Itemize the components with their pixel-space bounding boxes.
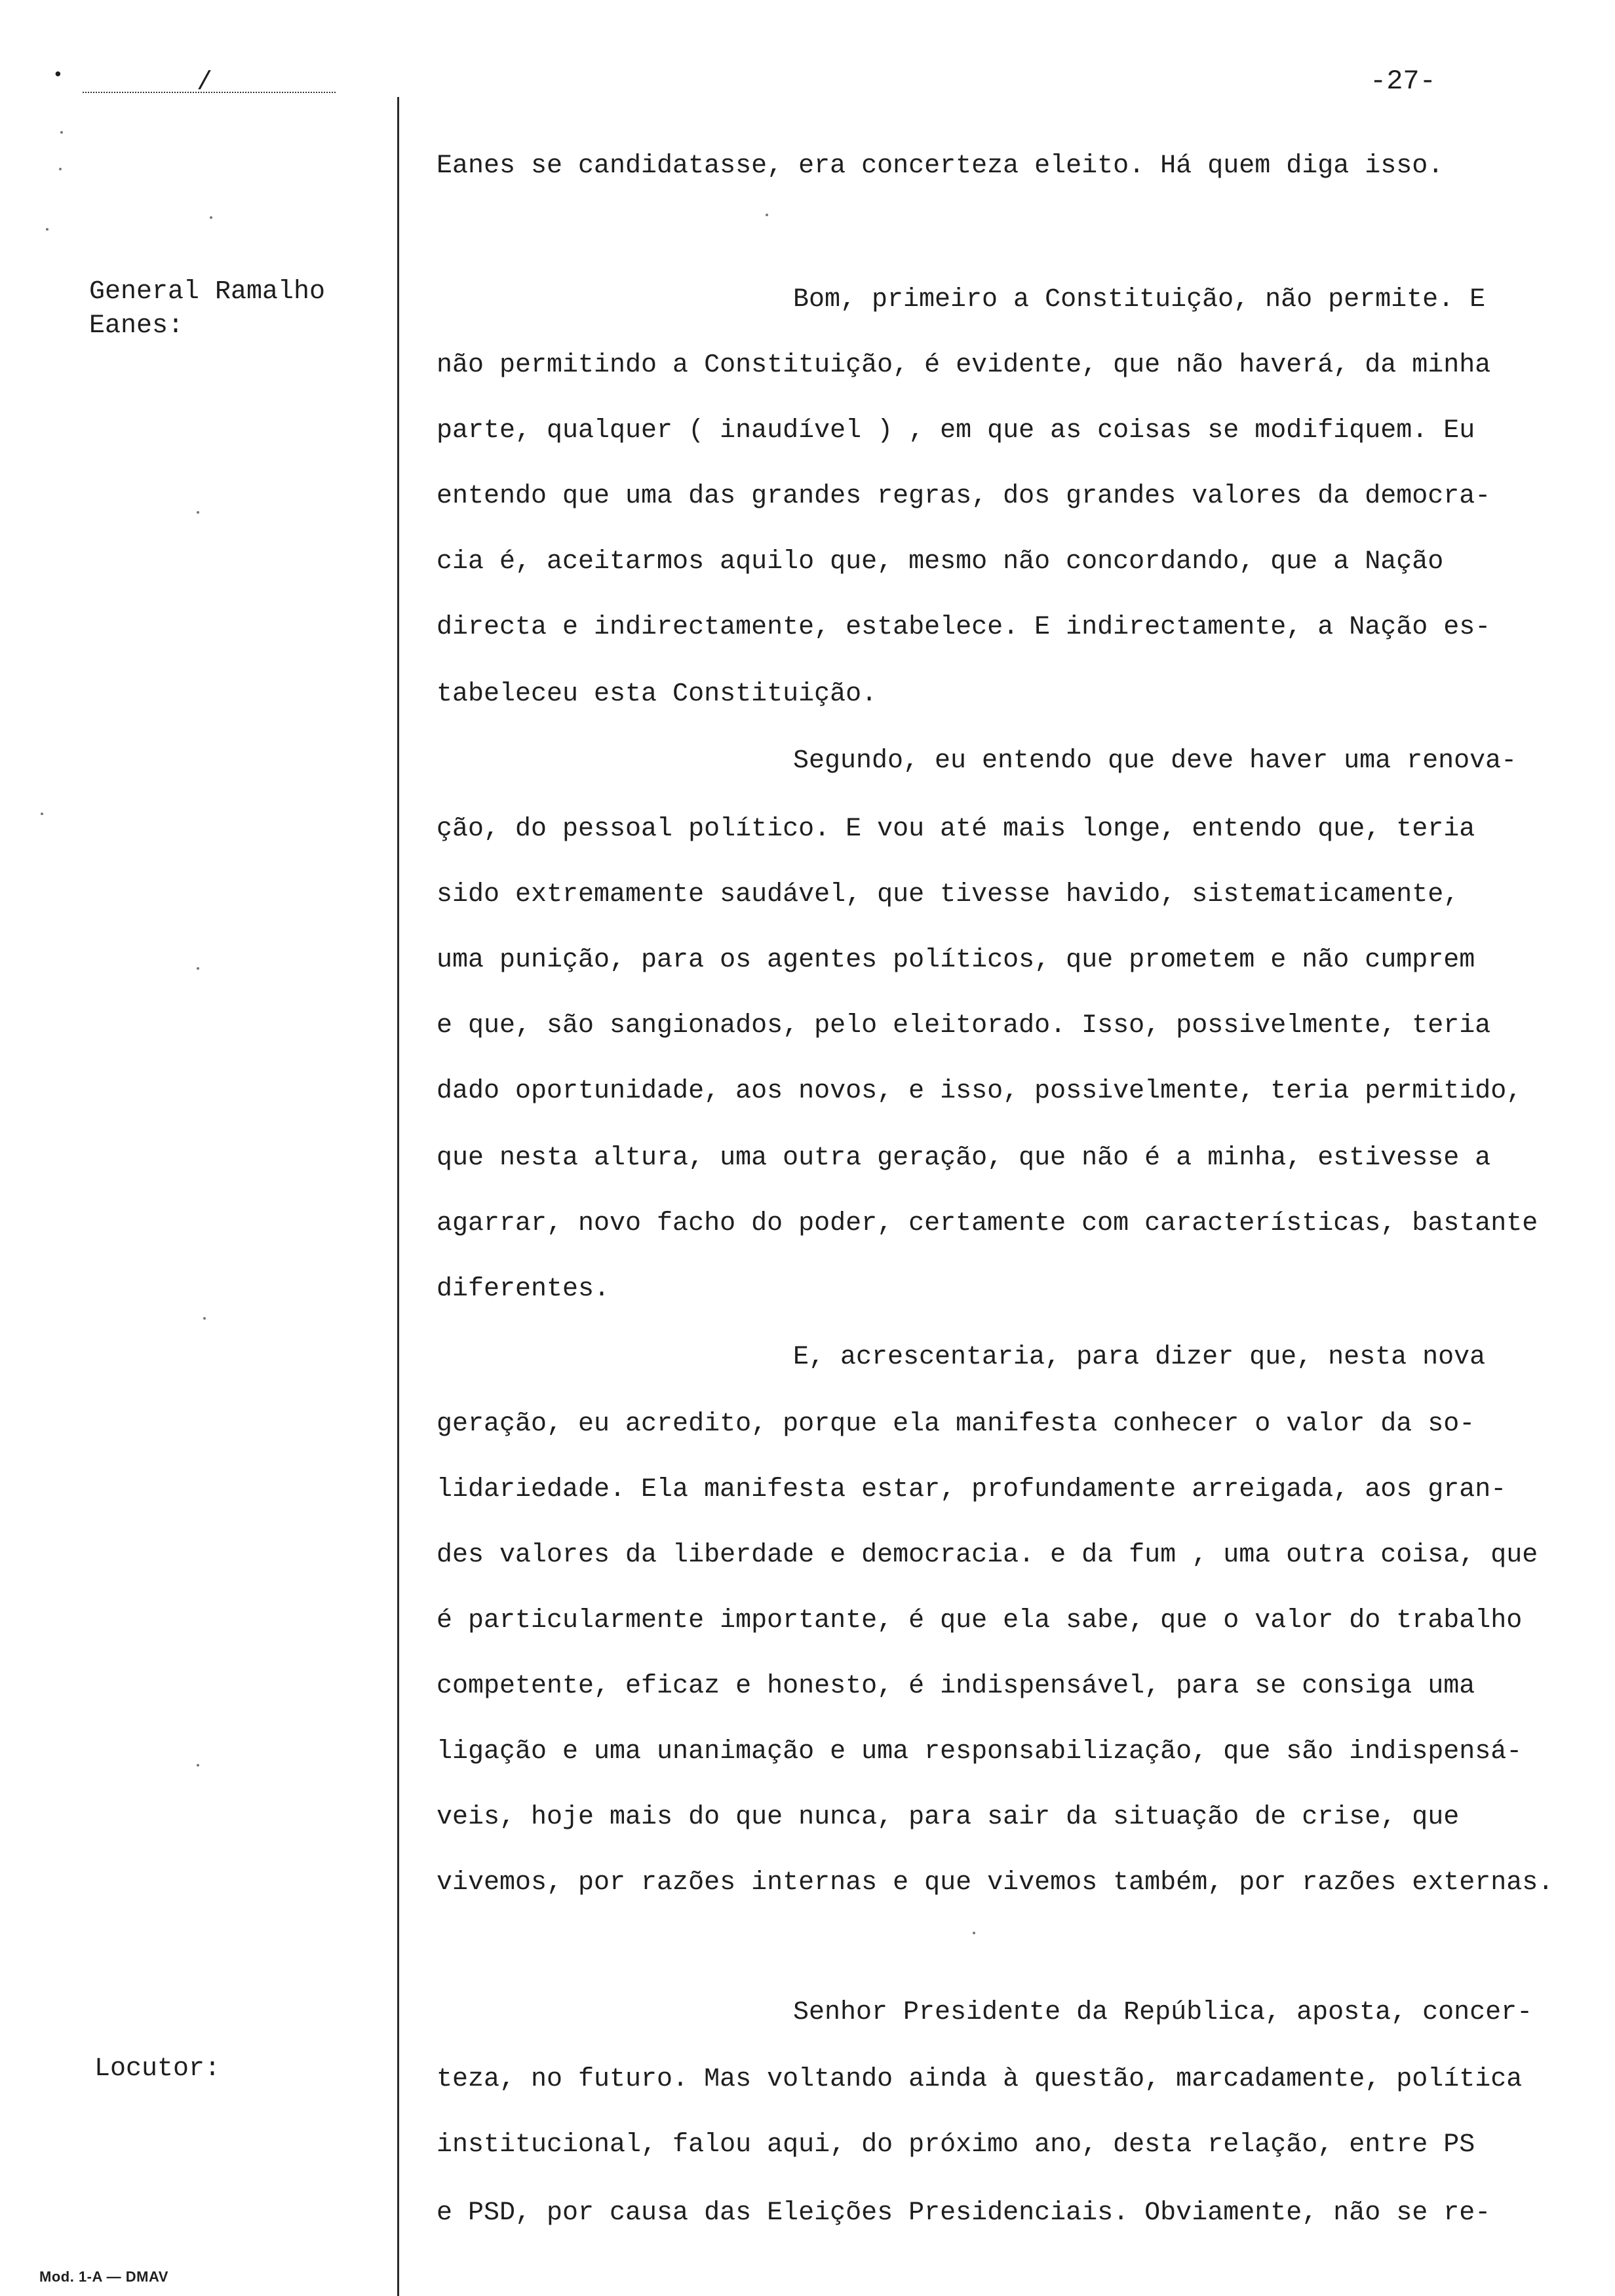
text-line: diferentes. bbox=[437, 1274, 610, 1304]
text-line: parte, qualquer ( inaudível ) , em que as coisas se modifiquem. Eu bbox=[437, 416, 1475, 446]
text-line: institucional, falou aqui, do próximo ano, desta relação, entre PS bbox=[437, 2130, 1475, 2160]
text-line: E, acrescentaria, para dizer que, nesta nova bbox=[793, 1343, 1486, 1372]
text-line: dado oportunidade, aos novos, e isso, possivelmente, teria permitido, bbox=[437, 1077, 1523, 1106]
text-line: Bom, primeiro a Constituição, não permite. E bbox=[793, 285, 1486, 315]
text-line: Segundo, eu entendo que deve haver uma renova- bbox=[793, 746, 1517, 776]
speaker-label-eanes: General Ramalho Eanes: bbox=[89, 277, 326, 341]
text-line: Eanes se candidatasse, era concerteza eleito. Há quem diga isso. bbox=[437, 151, 1444, 181]
page-number: -27- bbox=[1370, 66, 1436, 97]
text-line: des valores da liberdade e democracia. e da fum , uma outra coisa, que bbox=[437, 1540, 1538, 1570]
text-line: entendo que uma das grandes regras, dos grandes valores da democra- bbox=[437, 482, 1491, 511]
text-line: ligação e uma unanimação e uma responsabilização, que são indispensá- bbox=[437, 1737, 1523, 1767]
bullet-mark: • bbox=[52, 66, 64, 86]
text-line: veis, hoje mais do que nunca, para sair da situação de crise, que bbox=[437, 1803, 1460, 1832]
text-line: teza, no futuro. Mas voltando ainda à questão, marcadamente, política bbox=[437, 2065, 1523, 2094]
text-line: ção, do pessoal político. E vou até mais longe, entendo que, teria bbox=[437, 814, 1475, 844]
text-line: Senhor Presidente da República, aposta, concer- bbox=[793, 1998, 1533, 2027]
text-line: uma punição, para os agentes políticos, que prometem e não cumprem bbox=[437, 946, 1475, 975]
text-line: sido extremamente saudável, que tivesse havido, sistematicamente, bbox=[437, 880, 1460, 909]
text-line: que nesta altura, uma outra geração, que não é a minha, estivesse a bbox=[437, 1143, 1491, 1173]
margin-divider bbox=[397, 97, 399, 2296]
text-line: lidariedade. Ela manifesta estar, profundamente arreigada, aos gran- bbox=[437, 1475, 1507, 1504]
text-line: e PSD, por causa das Eleições Presidenciais. Obviamente, não se re- bbox=[437, 2198, 1491, 2228]
text-line: competente, eficaz e honesto, é indispensável, para se consiga uma bbox=[437, 1672, 1475, 1701]
text-line: é particularmente importante, é que ela sabe, que o valor do trabalho bbox=[437, 1606, 1523, 1636]
text-line: geração, eu acredito, porque ela manifesta conhecer o valor da so- bbox=[437, 1409, 1475, 1439]
text-line: directa e indirectamente, estabelece. E indirectamente, a Nação es- bbox=[437, 613, 1491, 642]
speaker-label-locutor: Locutor: bbox=[94, 2054, 221, 2084]
text-line: não permitindo a Constituição, é evidente, que não haverá, da minha bbox=[437, 351, 1491, 380]
text-line: vivemos, por razões internas e que vivemos também, por razões externas. bbox=[437, 1868, 1554, 1898]
text-line: e que, são sangionados, pelo eleitorado. Isso, possivelmente, teria bbox=[437, 1011, 1491, 1041]
form-field-slash: / bbox=[197, 68, 214, 98]
text-line: agarrar, novo facho do poder, certamente com características, bastante bbox=[437, 1209, 1538, 1238]
text-line: cia é, aceitarmos aquilo que, mesmo não concordando, que a Nação bbox=[437, 547, 1444, 577]
text-line: tabeleceu esta Constituição. bbox=[437, 679, 878, 709]
form-code: Mod. 1-A — DMAV bbox=[39, 2268, 168, 2285]
